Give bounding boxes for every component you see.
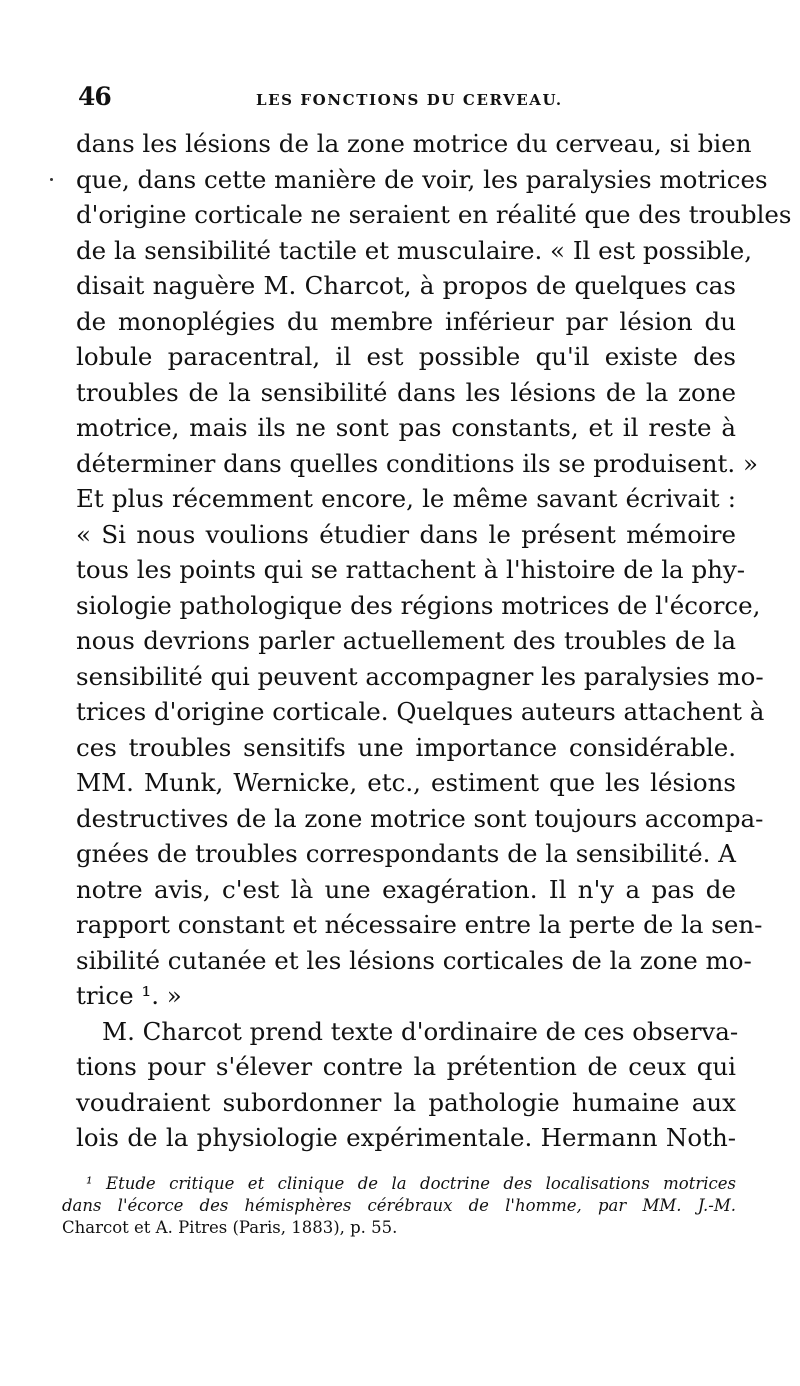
running-head: LES FONCTIONS DU CERVEAU. [256, 91, 563, 109]
body-text [76, 126, 792, 1156]
text-line: motrice, mais ils ne sont pas constants, et il reste à [76, 413, 736, 442]
footnote-line: dans l'écorce des hémisphères cérébraux de l'homme, par MM. J.-M. [62, 1196, 736, 1215]
text-line: destructives de la zone motrice sont toujours accompa- [76, 803, 764, 833]
footnote-line: Charcot et A. Pitres (Paris, 1883), p. 55. [62, 1218, 398, 1237]
text-line: Et plus récemment encore, le même savant écrivait : [76, 484, 736, 513]
text-line: tions pour s'élever contre la prétention de ceux qui [76, 1052, 736, 1081]
text-line: lobule paracentral, il est possible qu'il existe des [76, 342, 736, 371]
text-line: troubles de la sensibilité dans les lésions de la zone [76, 377, 736, 407]
text-line: sensibilité qui peuvent accompagner les paralysies mo- [76, 661, 764, 691]
footnote-line: ¹ Etude critique et clinique de la doctrine des localisations motrices [86, 1174, 736, 1193]
text-line: disait naguère M. Charcot, à propos de quelques cas [76, 271, 736, 300]
text-line: notre avis, c'est là une exagération. Il n'y a pas de [76, 874, 736, 904]
text-line: déterminer dans quelles conditions ils se produisent. » [76, 448, 758, 478]
page-header [78, 82, 738, 116]
text-line: gnées de troubles correspondants de la sensibilité. A [76, 839, 736, 868]
text-line: « Si nous voulions étudier dans le présent mémoire [76, 519, 736, 549]
ink-speck [50, 178, 53, 181]
text-line: d'origine corticale ne seraient en réalité que des troubles [76, 200, 792, 229]
text-line: voudraient subordonner la pathologie humaine aux [76, 1087, 736, 1117]
text-line: tous les points qui se rattachent à l'histoire de la phy- [76, 555, 746, 584]
text-line: trices d'origine corticale. Quelques auteurs attachent à [76, 697, 765, 726]
text-line: rapport constant et nécessaire entre la perte de la sen- [76, 910, 763, 939]
text-line: ces troubles sensitifs une importance considérable. [76, 732, 736, 762]
page-number: 46 [78, 82, 111, 111]
text-line: lois de la physiologie expérimentale. Hermann Noth- [76, 1123, 736, 1152]
text-line: sibilité cutanée et les lésions corticales de la zone mo- [76, 945, 752, 975]
footnote [62, 1173, 736, 1239]
text-line: MM. Munk, Wernicke, etc., estiment que les lésions [76, 768, 736, 797]
text-line: M. Charcot prend texte d'ordinaire de ces observa- [102, 1016, 739, 1046]
text-line: que, dans cette manière de voir, les paralysies motrices [76, 164, 768, 194]
text-line: de monoplégies du membre inférieur par lésion du [76, 306, 736, 336]
text-line: dans les lésions de la zone motrice du cerveau, si bien [76, 129, 752, 158]
text-line: trice ¹. » [76, 981, 182, 1010]
text-line: siologie pathologique des régions motrices de l'écorce, [76, 590, 761, 620]
text-line: nous devrions parler actuellement des troubles de la [76, 626, 736, 655]
text-line: de la sensibilité tactile et musculaire. « Il est possible, [76, 235, 753, 265]
